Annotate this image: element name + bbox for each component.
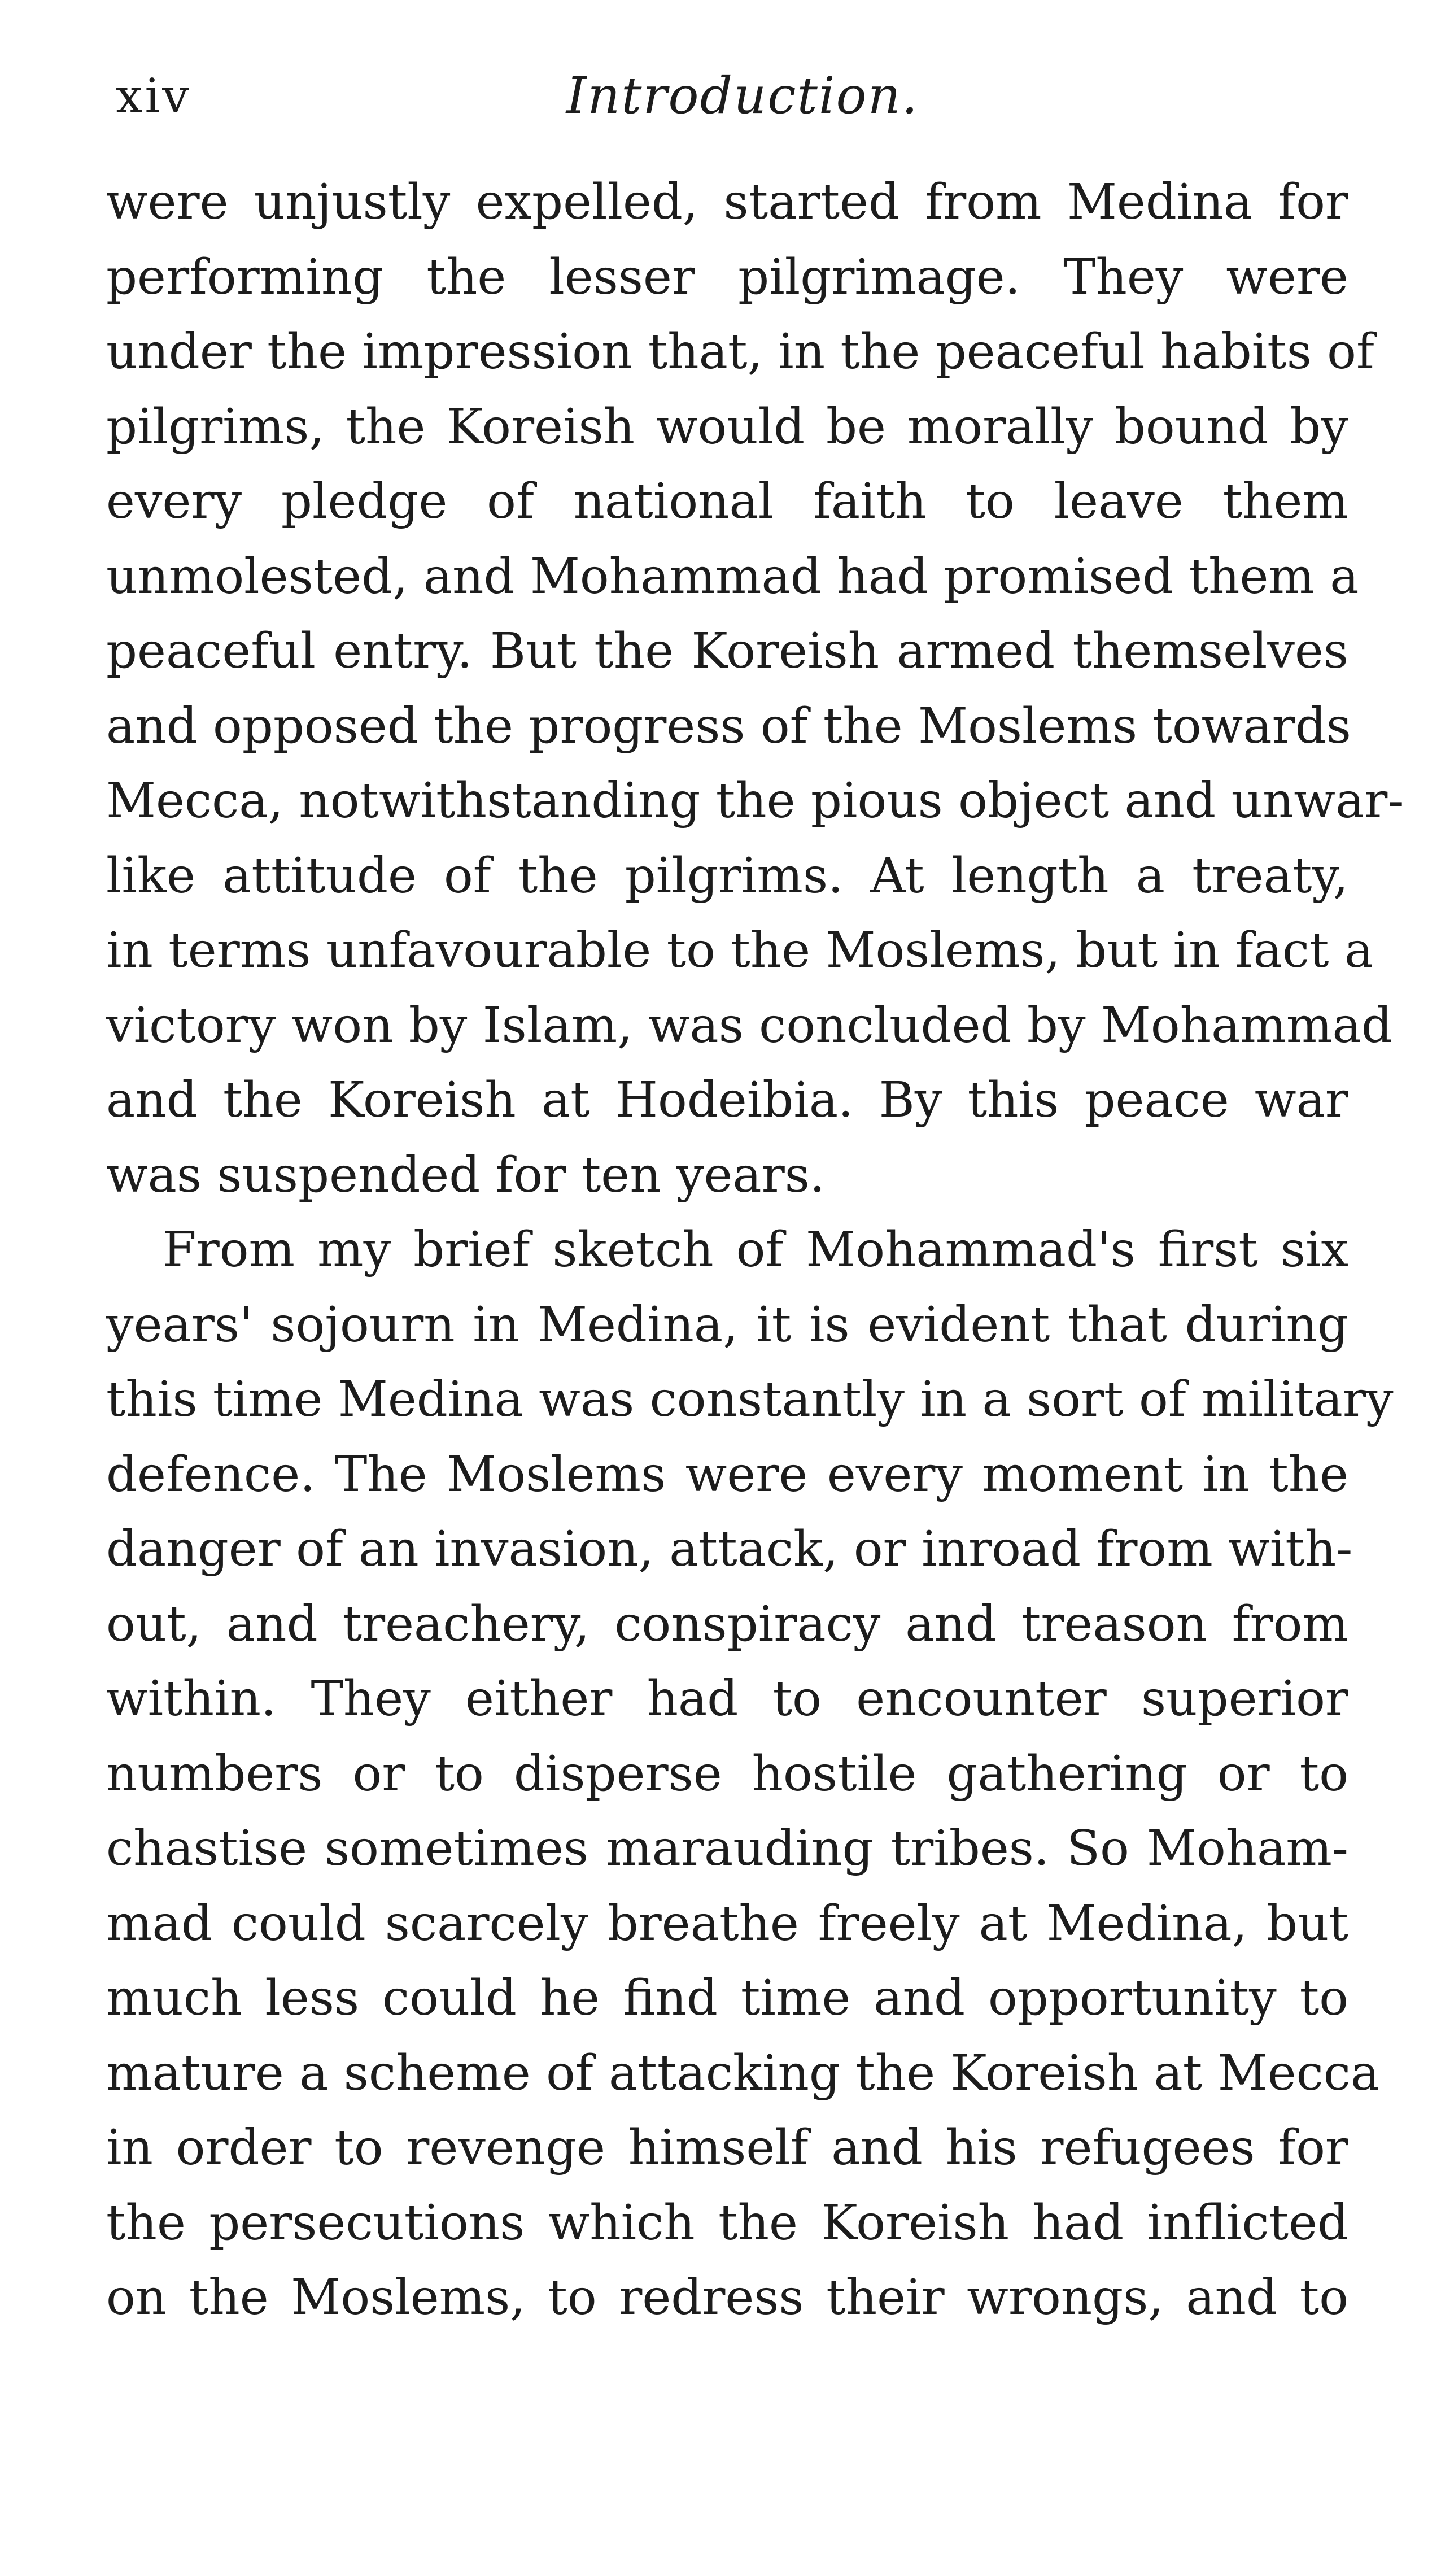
text-line: the persecutions which the Koreish had inflicted [106, 2194, 1348, 2251]
text-line: and opposed the progress of the Moslems towards [106, 698, 1351, 755]
paragraph-2 [106, 1213, 1394, 2335]
text-line: this time Medina was constantly in a sort of military [106, 1371, 1394, 1428]
text-line: every pledge of national faith to leave them [106, 473, 1348, 530]
text-line: within. They either had to encounter superior [106, 1671, 1348, 1727]
text-line: unmolested, and Mohammad had promised them a [106, 548, 1359, 605]
paragraph-1 [106, 165, 1404, 1213]
text-line: performing the lesser pilgrimage. They were [106, 249, 1348, 306]
text-line: victory won by Islam, was concluded by Mohammad [106, 997, 1392, 1054]
text-line: From my brief sketch of Mohammad's first six [163, 1222, 1348, 1278]
text-line: out, and treachery, conspiracy and treason from [106, 1596, 1348, 1653]
text-line: and the Koreish at Hodeibia. By this peace war [106, 1072, 1348, 1128]
text-line: chastise sometimes marauding tribes. So Moham- [106, 1820, 1348, 1877]
text-line: was suspended for ten years. [106, 1147, 826, 1204]
body-text [106, 165, 1404, 2335]
text-line: years' sojourn in Medina, it is evident that during [106, 1296, 1348, 1353]
text-line: mature a scheme of attacking the Koreish at Mecca [106, 2045, 1380, 2102]
text-line: numbers or to disperse hostile gathering or to [106, 1745, 1348, 1802]
text-line: in terms unfavourable to the Moslems, but in fact a [106, 922, 1374, 979]
page-number: xiv [116, 68, 191, 124]
running-head [116, 51, 1347, 141]
text-line: like attitude of the pilgrims. At length a treaty, [106, 847, 1348, 904]
text-line: on the Moslems, to redress their wrongs, and to [106, 2269, 1348, 2326]
text-line: peaceful entry. But the Koreish armed themselves [106, 623, 1348, 679]
text-line: mad could scarcely breathe freely at Medina, but [106, 1895, 1348, 1952]
text-line: danger of an invasion, attack, or inroad from with- [106, 1521, 1353, 1577]
text-line: under the impression that, in the peaceful habits of [106, 324, 1374, 380]
text-line: Mecca, notwithstanding the pious object and unwar- [106, 773, 1404, 829]
text-line: were unjustly expelled, started from Medina for [106, 174, 1348, 230]
text-line: much less could he find time and opportunity to [106, 1970, 1348, 2026]
running-title: Introduction. [566, 66, 919, 125]
text-line: defence. The Moslems were every moment in the [106, 1446, 1348, 1503]
text-line: pilgrims, the Koreish would be morally bound by [106, 398, 1348, 455]
text-line: in order to revenge himself and his refugees for [106, 2120, 1348, 2176]
